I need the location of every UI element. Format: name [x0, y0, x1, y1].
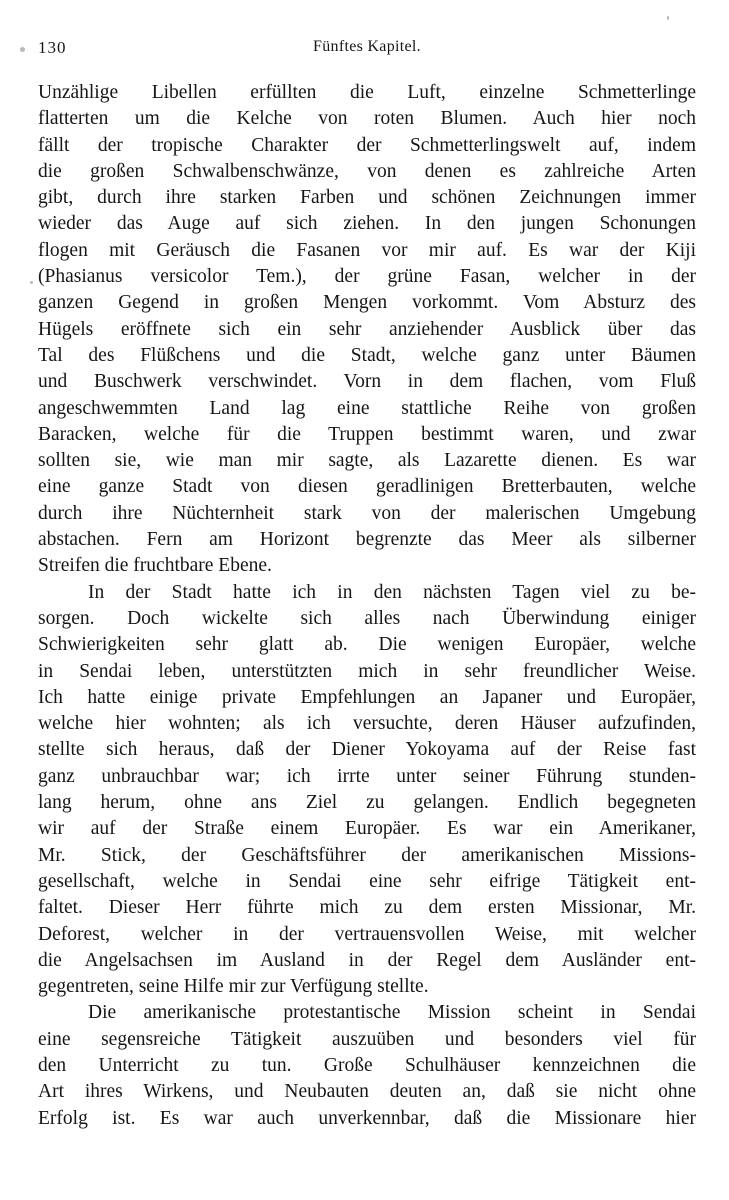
text-line: Tal des Flüßchens und die Stadt, welche ganz unter Bäumen: [38, 344, 696, 366]
text-line: Baracken, welche für die Truppen bestimmt waren, und zwar: [38, 423, 696, 445]
text-line: gesellschaft, welche in Sendai eine sehr eifrige Tätigkeit ent-: [38, 870, 696, 892]
text-line: den Unterricht zu tun. Große Schulhäuser kennzeichnen die: [38, 1054, 696, 1076]
text-line: eine ganze Stadt von diesen geradlinigen Bretterbauten, welche: [38, 476, 696, 498]
text-line: ganz unbrauchbar war; ich irrte unter seiner Führung stunden-: [38, 765, 696, 787]
text-line: Unzählige Libellen erfüllten die Luft, einzelne Schmetterlinge: [38, 82, 696, 103]
body-text: [38, 80, 696, 1132]
paper-speck: [30, 281, 33, 284]
text-line: eine segensreiche Tätigkeit auszuüben und besonders viel für: [38, 1028, 696, 1050]
text-line: angeschwemmten Land lag eine stattliche Reihe von großen: [38, 397, 696, 419]
text-line: wieder das Auge auf sich ziehen. In den jungen Schonungen: [38, 213, 696, 235]
text-line: durch ihre Nüchternheit stark von der malerischen Umgebung: [38, 502, 696, 524]
text-line: flatterten um die Kelche von roten Blumen. Auch hier noch: [38, 108, 696, 130]
text-line: flogen mit Geräusch die Fasanen vor mir auf. Es war der Kiji: [38, 239, 696, 261]
text-line: Mr. Stick, der Geschäftsführer der amerikanischen Missions-: [38, 844, 696, 866]
text-line: Art ihres Wirkens, und Neubauten deuten an, daß sie nicht ohne: [38, 1081, 696, 1103]
text-line: die Angelsachsen im Ausland in der Regel dem Ausländer ent-: [38, 949, 696, 971]
text-line: gegentreten, seine Hilfe mir zur Verfügung stellte.: [38, 976, 429, 998]
text-line: die großen Schwalbenschwänze, von denen es zahlreiche Arten: [38, 160, 696, 182]
text-line: abstachen. Fern am Horizont begrenzte das Meer als silberner: [38, 529, 696, 551]
text-line: Die amerikanische protestantische Mission scheint in Sendai: [88, 1002, 696, 1024]
text-line: Streifen die fruchtbare Ebene.: [38, 555, 272, 577]
paper-speck: [667, 16, 669, 20]
page-number: 130: [38, 38, 67, 57]
running-head: [38, 38, 696, 64]
text-line: gibt, durch ihre starken Farben und schönen Zeichnungen immer: [38, 187, 696, 209]
text-line: sollten sie, wie man mir sagte, als Lazarette dienen. Es war: [38, 450, 696, 472]
text-line: Hügels eröffnete sich ein sehr anziehender Ausblick über das: [38, 318, 696, 340]
text-line: wir auf der Straße einem Europäer. Es war ein Amerikaner,: [38, 818, 696, 840]
text-line: und Buschwerk verschwindet. Vorn in dem flachen, vom Fluß: [38, 371, 696, 393]
text-line: Ich hatte einige private Empfehlungen an Japaner und Europäer,: [38, 686, 696, 708]
text-line: ganzen Gegend in großen Mengen vorkommt. Vom Absturz des: [38, 292, 696, 314]
paper-speck: [20, 47, 25, 52]
text-line: welche hier wohnten; als ich versuchte, deren Häuser aufzufinden,: [38, 713, 696, 735]
text-line: faltet. Dieser Herr führte mich zu dem ersten Missionar, Mr.: [38, 897, 696, 919]
text-line: Schwierigkeiten sehr glatt ab. Die wenigen Europäer, welche: [38, 634, 696, 656]
text-line: stellte sich heraus, daß der Diener Yokoyama auf der Reise fast: [38, 739, 696, 761]
text-line: (Phasianus versicolor Tem.), der grüne Fasan, welcher in der: [38, 266, 696, 288]
text-line: sorgen. Doch wickelte sich alles nach Überwindung einiger: [38, 607, 696, 629]
text-line: In der Stadt hatte ich in den nächsten Tagen viel zu be-: [88, 581, 696, 603]
text-line: fällt der tropische Charakter der Schmetterlingswelt auf, indem: [38, 134, 696, 156]
text-line: lang herum, ohne ans Ziel zu gelangen. Endlich begegneten: [38, 792, 696, 814]
chapter-title: Fünftes Kapitel.: [313, 38, 421, 55]
text-line: Deforest, welcher in der vertrauensvollen Weise, mit welcher: [38, 923, 696, 945]
text-line: Erfolg ist. Es war auch unverkennbar, daß die Missionare hier: [38, 1107, 696, 1129]
text-line: in Sendai leben, unterstützten mich in sehr freundlicher Weise.: [38, 660, 696, 682]
